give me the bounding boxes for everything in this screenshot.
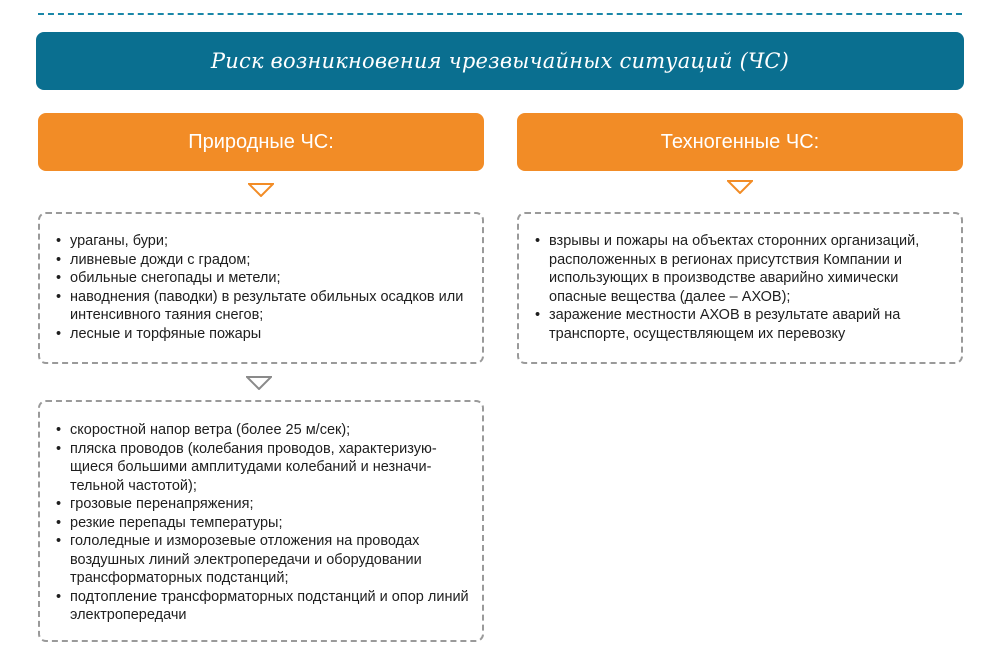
natural-emergencies-header — [38, 113, 484, 171]
natural-emergencies-list-box — [38, 212, 484, 364]
list-item: • пляска проводов (колебания проводов, характеризую-щиеся большими амплитудами колебаний и незначи-тельной частотой); — [56, 440, 472, 496]
technogenic-emergencies-list-box — [517, 212, 963, 364]
down-arrow-icon — [727, 180, 753, 194]
list-item: • ураганы, бури; — [56, 232, 472, 251]
list-item: • наводнения (паводки) в результате обильных осадков или интенсивного таяния снегов; — [56, 288, 472, 325]
diagram-title-text: Риск возникновения чрезвычайных ситуаций (ЧС) — [210, 49, 790, 73]
list-item: • взрывы и пожары на объектах сторонних организаций, расположенных в регионах присутствия Компании и использующих в производстве аварийно химически опасные вещества (далее – АХОВ); — [535, 232, 951, 306]
list-item: • резкие перепады температуры; — [56, 514, 472, 533]
list-item: • заражение местности АХОВ в результате аварий на транспорте, осуществляющем их перевозку — [535, 306, 951, 343]
diagram-title — [36, 32, 964, 90]
list-item: • лесные и торфяные пожары — [56, 325, 472, 344]
list-item: • скоростной напор ветра (более 25 м/сек); — [56, 421, 472, 440]
down-arrow-icon — [248, 183, 274, 197]
list-item: • ливневые дожди с градом; — [56, 251, 472, 270]
list-item: • подтопление трансформаторных подстанций и опор линий электропередачи — [56, 588, 472, 625]
natural-consequences-list — [56, 421, 472, 625]
technogenic-emergencies-list — [535, 232, 951, 343]
down-arrow-icon — [246, 376, 272, 390]
technogenic-emergencies-header-text: Техногенные ЧС: — [660, 130, 820, 153]
list-item: • грозовые перенапряжения; — [56, 495, 472, 514]
technogenic-emergencies-header — [517, 113, 963, 171]
top-dashed-divider — [38, 13, 962, 15]
natural-emergencies-list — [56, 232, 472, 343]
natural-consequences-list-box — [38, 400, 484, 642]
list-item: • обильные снегопады и метели; — [56, 269, 472, 288]
list-item: • гололедные и изморозевые отложения на проводах воздушных линий электропередачи и оборудовании трансформаторных подстанций; — [56, 532, 472, 588]
natural-emergencies-header-text: Природные ЧС: — [188, 130, 334, 153]
